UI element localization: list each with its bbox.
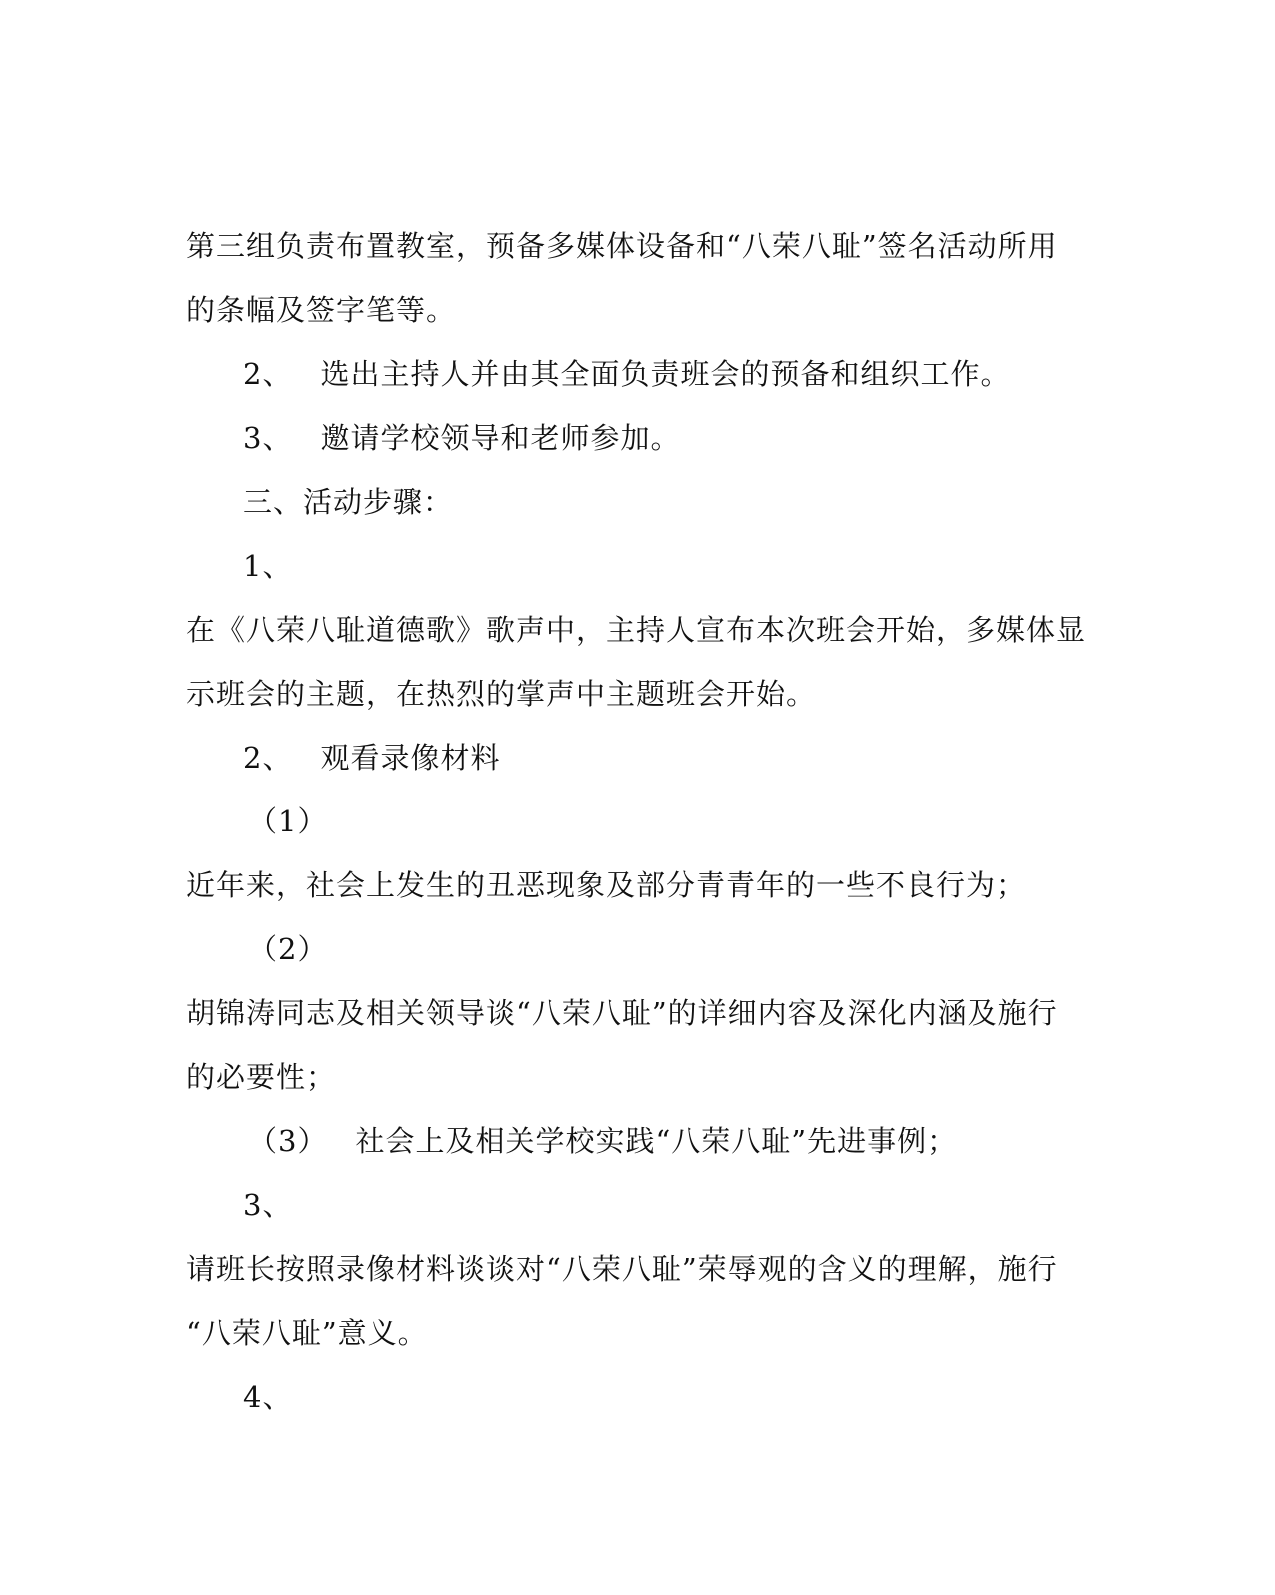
sub-item-text: 社会上及相关学校实践“八荣八耻”先进事例； xyxy=(355,1124,958,1158)
sub-item-number: （1） xyxy=(248,804,328,838)
sub-item-number: （2） xyxy=(248,932,328,966)
paragraph-line: 的条幅及签字笔等。 xyxy=(186,293,457,327)
list-item xyxy=(243,418,680,458)
paragraph-line: 在《八荣八耻道德歌》歌声中，主持人宣布本次班会开始，多媒体显 xyxy=(186,613,1087,647)
list-item-number: 3、 xyxy=(243,421,293,455)
paragraph-line: 近年来，社会上发生的丑恶现象及部分青青年的一些不良行为； xyxy=(186,868,1027,902)
paragraph-line: 胡锦涛同志及相关领导谈“八荣八耻”的详细内容及深化内涵及施行 xyxy=(186,996,1058,1030)
list-item-number: 3、 xyxy=(243,1188,293,1222)
list-item-text: 选出主持人并由其全面负责班会的预备和组织工作。 xyxy=(320,357,1011,391)
list-item xyxy=(243,738,500,778)
sub-item-number: （3） xyxy=(248,1124,328,1158)
list-item-text: 邀请学校领导和老师参加。 xyxy=(320,421,681,455)
paragraph-line: 请班长按照录像材料谈谈对“八荣八耻”荣辱观的含义的理解，施行 xyxy=(186,1252,1058,1286)
list-item-text: 观看录像材料 xyxy=(320,741,501,775)
paragraph-line: 示班会的主题，在热烈的掌声中主题班会开始。 xyxy=(186,677,817,711)
paragraph-line: 的必要性； xyxy=(186,1060,337,1094)
paragraph-line: “八荣八耻”意义。 xyxy=(186,1316,428,1350)
section-heading: 三、活动步骤： xyxy=(243,485,454,519)
list-item-number: 1、 xyxy=(243,549,293,583)
paragraph-line: 第三组负责布置教室，预备多媒体设备和“八荣八耻”签名活动所用 xyxy=(186,229,1058,263)
list-item-number: 2、 xyxy=(243,741,293,775)
list-item-number: 4、 xyxy=(243,1380,293,1414)
sub-item xyxy=(248,1121,957,1161)
list-item xyxy=(243,354,1010,394)
list-item-number: 2、 xyxy=(243,357,293,391)
